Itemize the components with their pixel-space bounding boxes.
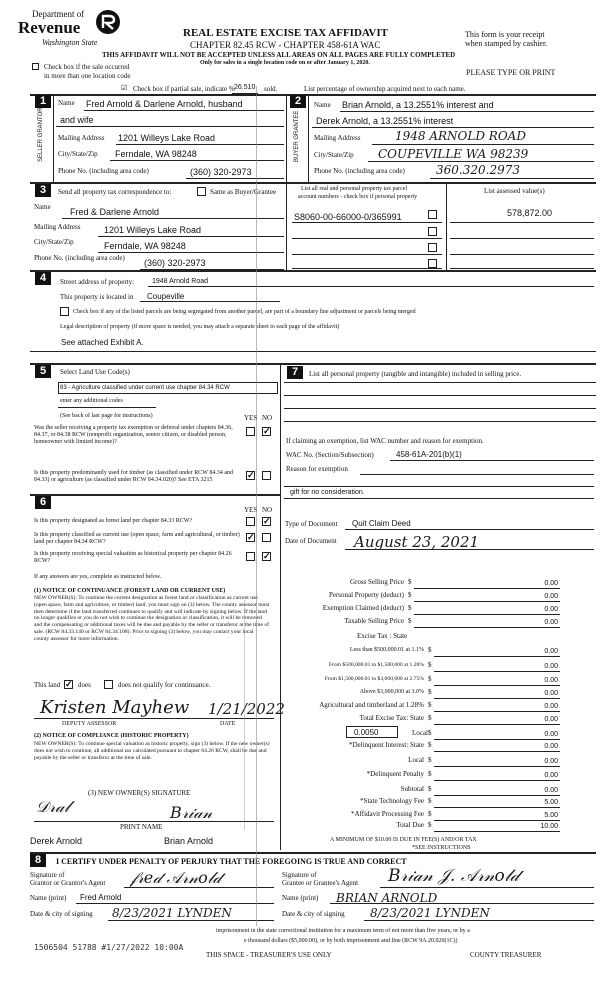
ownership-instruction: List percentage of ownership acquired next to each name. <box>304 85 466 93</box>
grantee-date-city[interactable]: 8/23/2021 LYNDEN <box>370 906 490 920</box>
see-back-label: (See back of last page for instructions) <box>60 413 153 419</box>
sec5-yes-header: YES <box>244 414 258 422</box>
warning-text: THIS AFFIDAVIT WILL NOT BE ACCEPTED UNLESS ALL AREAS ON ALL PAGES ARE FULLY COMPLETED <box>102 51 456 59</box>
land-does-label: does <box>78 681 91 689</box>
same-as-buyer-label: Same as Buyer/Grantee <box>210 188 277 196</box>
send-correspondence-label: Send all property tax correspondence to: <box>58 188 172 196</box>
owner-print-name-1[interactable]: Derek Arnold <box>30 836 83 846</box>
section-6-number: 6 <box>35 496 51 509</box>
land-use-label: Select Land Use Code(s) <box>60 368 130 376</box>
section-8-number: 8 <box>30 854 46 867</box>
street-address-label: Street address of property: <box>60 278 135 286</box>
state-label: Washington State <box>42 38 98 47</box>
land-does-not-checkbox[interactable] <box>104 680 113 689</box>
certify-statement: I CERTIFY UNDER PENALTY OF PERJURY THAT THE FOREGOING IS TRUE AND CORRECT <box>56 857 407 866</box>
revenue-logo-icon <box>94 8 122 36</box>
sec3-city-label: City/State/Zip <box>34 238 74 246</box>
sec3-city[interactable]: Ferndale, WA 98248 <box>104 241 186 251</box>
sec3-name[interactable]: Fred & Darlene Arnold <box>70 207 160 217</box>
rate-2-dollar-sign: $ <box>428 661 432 669</box>
owner-signature-2[interactable]: 𝐵𝓇𝒾𝒶𝓃 <box>170 803 213 822</box>
assessed-value-header: List assessed value(s) <box>484 187 545 195</box>
grantor-signature[interactable]: 𝒻𝓇𝑒𝒹 𝒜𝓇𝓃𝑜𝓁𝒹 <box>130 868 222 887</box>
subtotal-label: Subtotal <box>400 785 424 793</box>
personal-property-deduct-value[interactable]: 0.00 <box>544 593 558 600</box>
taxable-selling-price-label: Taxable Selling Price <box>344 617 404 625</box>
land-does-not-label: does not qualify for continuance. <box>118 681 211 689</box>
grantee-signature-label-2: Grantee or Grantee's Agent <box>282 879 359 887</box>
rate-1-dollar-sign: $ <box>428 646 432 654</box>
subtotal-value[interactable]: 0.00 <box>544 787 558 794</box>
form-title: REAL ESTATE EXCISE TAX AFFIDAVIT <box>183 27 388 39</box>
rate-2-value[interactable]: 0.00 <box>544 663 558 670</box>
perjury-text-2: e thousand dollars ($5,000.00), or by both imprisonment and fine (RCW 9A.20.020(1C)) <box>244 938 458 944</box>
assessor-date[interactable]: 1/21/2022 <box>208 700 285 718</box>
rate-4-value[interactable]: 0.00 <box>544 690 558 697</box>
sec6-question-3: Is this property receiving special valuation as historical property per chapter 84.26 RCW? <box>34 551 232 564</box>
buyer-name-line-2[interactable]: Derek Arnold, a 13.2551% interest <box>316 116 454 126</box>
sec6-q2-no-checkbox[interactable] <box>262 533 271 542</box>
seller-grantor-side-label: SELLER GRANTOR <box>38 107 44 162</box>
notice-2-body: NEW OWNER(S): To continue special valuation as historic property, sign (3) below. If the new owner(s) does not wish to continue, all additional tax calculated pursuant to chapter 84.26 RCW, shall be due and payable by the seller or transferor at the time of sale. <box>34 741 270 761</box>
gross-selling-price-label: Gross Selling Price <box>349 578 404 586</box>
land-use-value[interactable]: 83 - Agriculture classified under current use chapter 84.34 RCW <box>60 385 230 391</box>
wac-value[interactable]: 458-61A-201(b)(1) <box>396 450 462 459</box>
local-dollar-sign: $ <box>428 729 432 737</box>
buyer-mailing-address[interactable]: 1948 ARNOLD ROAD <box>395 129 526 143</box>
rate-3-dollar-sign: $ <box>428 675 432 683</box>
revenue-logo-text: Revenue <box>18 18 81 37</box>
personal-property-checkbox-4[interactable] <box>428 259 437 268</box>
notice-1-title: (1) NOTICE OF CONTINUANCE (FOREST LAND OR CURRENT USE) <box>34 588 226 594</box>
partial-sale-checkbox[interactable]: ☑ <box>121 85 128 92</box>
total-excise-state-value[interactable]: 0.00 <box>544 716 558 723</box>
sec3-mailing-label: Mailing Address <box>34 223 81 231</box>
parcel-number[interactable]: S8060-00-66000-0/365991 <box>294 212 402 222</box>
gross-selling-price-value[interactable]: 0.00 <box>544 580 558 587</box>
rate-3-value[interactable]: 0.00 <box>544 677 558 684</box>
agricultural-dollar-sign: $ <box>428 701 432 709</box>
multi-location-label-2: in more than one location code <box>44 72 131 80</box>
same-as-buyer-checkbox[interactable] <box>197 187 206 196</box>
personal-property-checkbox-2[interactable] <box>428 227 437 236</box>
seller-name-label: Name <box>58 99 75 107</box>
buyer-phone[interactable]: 360.320.2973 <box>436 163 520 177</box>
partial-sale-percent[interactable]: 26.510 <box>234 84 256 91</box>
exemption-dollar-sign: $ <box>408 604 412 612</box>
sec6-q2-yes-mark: ✓ <box>247 532 255 542</box>
document-type-value[interactable]: Quit Claim Deed <box>352 519 411 528</box>
assessor-date-label: DATE <box>220 721 236 727</box>
local-value[interactable]: 0.00 <box>544 731 558 738</box>
personal-property-checkbox-3[interactable] <box>428 243 437 252</box>
sec5-q2-yes-mark: ✓ <box>247 470 255 480</box>
notice-1-body: NEW OWNER(S): To continue the current designation as forest land or classification as current use (open space, farm and agriculture, or timber) land, you must sign on (3) below. The county assessor must then determine if the land transferred continues to qualify and will indicate by signing below. If the land no longer qualifies or you do not wish to continue the designation or classification, it will be removed and the compensating or additional taxes will be due and payable by the seller or transferor at the time of sale. (RCW 84.33.140 or RCW 84.34.108). Prior to signing (3) below, you may contact your local county assessor for more information. <box>34 595 270 642</box>
delinquent-local-value[interactable]: 0.00 <box>544 758 558 765</box>
document-date-label: Date of Document <box>285 537 337 545</box>
sec6-q3-no-mark: ✓ <box>263 551 271 561</box>
section-1-number: 1 <box>35 95 51 108</box>
rate-1-value[interactable]: 0.00 <box>544 648 558 655</box>
grantee-name-print[interactable]: BRIAN ARNOLD <box>336 891 438 905</box>
form-chapter: CHAPTER 82.45 RCW - CHAPTER 458-61A WAC <box>190 40 381 50</box>
recording-stamp: 1506504 51788 #1/27/2022 10:00A <box>34 943 184 952</box>
personal-property-checkbox-1[interactable] <box>428 210 437 219</box>
delinquent-local-label: Local <box>408 756 424 764</box>
reason-value[interactable]: gift for no consideration. <box>290 489 365 496</box>
only-for-text: Only for sales in a single location code on or after January 1, 2020. <box>200 60 370 66</box>
sec6-q1-no-mark: ✓ <box>263 516 271 526</box>
perjury-text-1: imprisonment in the state correctional institution for a maximum term of not more than five years, or by a <box>216 928 470 934</box>
exemption-claimed-value[interactable]: 0.00 <box>544 606 558 613</box>
section-2-number: 2 <box>290 95 306 108</box>
grantee-name-print-label: Name (print) <box>282 894 319 902</box>
sec5-q1-yes-checkbox[interactable] <box>246 427 255 436</box>
seller-city-label: City/State/Zip <box>58 150 98 158</box>
seller-phone-label: Phone No. (including area code) <box>58 167 149 175</box>
receipt-text-1: This form is your receipt <box>465 30 545 39</box>
if-yes-instruction: If any answers are yes, complete as instructed below. <box>34 574 162 580</box>
buyer-grantee-side-label: BUYER GRANTEE <box>294 110 300 162</box>
sec6-q1-yes-checkbox[interactable] <box>246 517 255 526</box>
legal-description-label: Legal description of property (if more space is needed, you may attach a separate sheet to each page of the affidavit) <box>60 324 340 330</box>
total-due-value[interactable]: 10.00 <box>540 823 558 830</box>
affidavit-processing-fee-label: *Affidavit Processing Fee <box>351 810 424 818</box>
document-date-value[interactable]: August 23, 2021 <box>354 533 480 551</box>
agricultural-label: Agricultural and timberland at 1.28% <box>319 701 424 709</box>
parcel-list-header-1: List all real and personal property tax parcel <box>301 186 408 192</box>
grantor-signature-label-1: Signature of <box>30 871 65 879</box>
grantor-date-city-label: Date & city of signing <box>30 910 93 918</box>
deputy-assessor-label: DEPUTY ASSESSOR <box>62 721 117 727</box>
additional-codes-label: enter any additional codes <box>60 398 123 404</box>
state-technology-fee-value[interactable]: 5.00 <box>544 799 558 806</box>
reason-label: Reason for exemption <box>286 465 348 473</box>
sec3-mailing[interactable]: 1201 Willeys Lake Road <box>104 225 202 235</box>
legal-description-value[interactable]: See attached Exhibit A. <box>61 338 144 347</box>
owner-print-name-2[interactable]: Brian Arnold <box>164 836 214 846</box>
taxable-selling-price-value[interactable]: 0.00 <box>544 619 558 626</box>
gross-dollar-sign: $ <box>408 578 412 586</box>
processing-dollar-sign: $ <box>428 810 432 818</box>
personal-property-title: List all personal property (tangible and intangible) included in selling price. <box>309 370 522 378</box>
sec5-no-header: NO <box>262 414 273 422</box>
grantee-signature[interactable]: 𝐵𝓇𝒾𝒶𝓃 𝒥. 𝒜𝓇𝓃𝑜𝓁𝒹 <box>388 866 519 886</box>
section-4-number: 4 <box>35 272 51 285</box>
buyer-name-line-1[interactable]: Brian Arnold, a 13.2551% interest and <box>342 100 494 110</box>
local-rate-value[interactable]: 0.0050 <box>354 728 379 737</box>
assessor-signature[interactable]: Kristen Mayhew <box>40 697 190 718</box>
personal-property-deduct-label: Personal Property (deduct) <box>328 591 404 599</box>
claim-exemption-label: If claiming an exemption, list WAC number and reason for exemption. <box>286 437 484 445</box>
state-technology-fee-label: *State Technology Fee <box>360 797 424 805</box>
agricultural-value[interactable]: 0.00 <box>544 703 558 710</box>
parcel-list-header-2: account numbers - check box if personal property <box>298 194 418 200</box>
buyer-name-label: Name <box>314 101 331 109</box>
sec6-no-header: NO <box>262 506 273 514</box>
buyer-mailing-label: Mailing Address <box>314 134 361 142</box>
dept-label: Department of <box>32 9 85 19</box>
affidavit-processing-fee-value[interactable]: 5.00 <box>544 812 558 819</box>
assessed-value[interactable]: 578,872.00 <box>506 208 552 218</box>
subtotal-dollar-sign: $ <box>428 785 432 793</box>
delinq-local-dollar-sign: $ <box>428 756 432 764</box>
sec6-q3-yes-checkbox[interactable] <box>246 552 255 561</box>
rate-4-dollar-sign: $ <box>428 688 432 696</box>
new-owner-signature-label: (3) NEW OWNER(S) SIGNATURE <box>88 789 191 797</box>
wac-label: WAC No. (Section/Subsection) <box>286 451 374 459</box>
buyer-phone-label: Phone No. (including area code) <box>314 167 405 175</box>
print-name-label: PRINT NAME <box>120 823 163 831</box>
delinq-state-dollar-sign: $ <box>428 741 432 749</box>
total-state-dollar-sign: $ <box>428 714 432 722</box>
seller-city[interactable]: Ferndale, WA 98248 <box>115 149 197 159</box>
sec6-yes-header: YES <box>244 506 258 514</box>
excise-tax-state-label: Excise Tax : State <box>357 632 408 640</box>
delinquent-penalty-label: *Delinquent Penalty <box>366 770 424 778</box>
rate-3-label: From $1,500,000.01 to $3,000,000 at 2.75% <box>324 676 424 682</box>
treasurer-use-label: THIS SPACE - TREASURER'S USE ONLY <box>206 951 332 959</box>
rate-2-label: From $500,000.01 to $1,500,000 at 1.28% <box>328 662 424 668</box>
sec6-question-2: Is this property classified as current use (open space, farm and agricultural, or timber) land per chapter 84.34 RCW? <box>34 532 240 545</box>
minimum-due-note: A MINIMUM OF $10.00 IS DUE IN FEE(S) AND/OR TAX <box>330 837 477 843</box>
sec3-name-label: Name <box>34 203 51 211</box>
local-label: Local <box>412 729 428 737</box>
sec3-phone-label: Phone No. (including area code) <box>34 254 125 262</box>
sec5-question-2: Is this property predominantly used for timber (as classified under RCW 84.34 and 84.33) or agriculture (as classified under RCW 84.34.020)? See ETA 3215 <box>34 470 234 483</box>
sec5-q1-no-mark: ✓ <box>263 426 271 436</box>
document-type-label: Type of Document <box>285 520 338 528</box>
grantor-date-city[interactable]: 8/23/2021 LYNDEN <box>112 906 232 920</box>
delinquent-interest-state-value[interactable]: 0.00 <box>544 743 558 750</box>
owner-signature-1[interactable]: 𝒟𝓇𝒶𝓁 <box>36 797 70 816</box>
multi-location-label-1: Check box if the sale occurred <box>44 63 130 71</box>
receipt-text-2: when stamped by cashier. <box>465 39 548 48</box>
personal-dollar-sign: $ <box>408 591 412 599</box>
located-in-value[interactable]: Coupeville <box>147 292 185 301</box>
seller-mailing-address[interactable]: 1201 Willeys Lake Road <box>118 133 216 143</box>
taxable-dollar-sign: $ <box>408 617 412 625</box>
sec6-question-1: Is this property designated as forest land per chapter 84.33 RCW? <box>34 518 193 524</box>
see-instructions-note: *SEE INSTRUCTIONS <box>412 845 471 851</box>
seller-name-line-1[interactable]: Fred Arnold & Darlene Arnold, husband <box>86 99 243 109</box>
land-does-mark: ✓ <box>65 679 73 689</box>
notice-2-title: (2) NOTICE OF COMPLIANCE (HISTORIC PROPERTY) <box>34 733 189 739</box>
grantee-signature-label-1: Signature of <box>282 871 317 879</box>
partial-sold-label: sold. <box>264 85 278 93</box>
rate-1-label: Less than $500,000.01 at 1.1% <box>349 647 424 653</box>
total-excise-state-label: Total Excise Tax: State <box>359 714 424 722</box>
segregated-checkbox[interactable] <box>60 307 69 316</box>
section-5-number: 5 <box>35 365 51 378</box>
rate-4-label: Above $3,000,000 at 3.0% <box>359 689 424 695</box>
delinq-pen-dollar-sign: $ <box>428 770 432 778</box>
street-address[interactable]: 1948 Arnold Road <box>152 278 209 285</box>
buyer-city-label: City/State/Zip <box>314 151 354 159</box>
total-due-label: Total Due <box>396 821 424 829</box>
segregated-label: Check box if any of the listed parcels are being segregated from another parcel, are part of a boundary line adjustment or parcels being merged <box>73 309 416 315</box>
located-in-label: This property is located in <box>60 293 134 301</box>
delinquent-penalty-value[interactable]: 0.00 <box>544 772 558 779</box>
sec5-question-1: Was the seller receiving a property tax exemption or deferral under chapters 84.36, 84.37, or 84.38 RCW (nonprofit organization, senior citizen, or disabled person, homeowner with limited income)? <box>34 425 233 445</box>
sec5-q2-no-checkbox[interactable] <box>262 471 271 480</box>
seller-mailing-label: Mailing Address <box>58 134 105 142</box>
print-type-label: PLEASE TYPE OR PRINT <box>466 68 556 77</box>
grantor-signature-label-2: Grantor or Grantor's Agent <box>30 879 106 887</box>
multi-location-checkbox[interactable] <box>32 63 39 70</box>
delinquent-interest-state-label: *Delinquent Interest: State <box>348 741 424 749</box>
grantor-name-print[interactable]: Fred Arnold <box>80 893 122 902</box>
seller-phone[interactable]: (360) 320-2973 <box>190 167 252 177</box>
section-7-number: 7 <box>287 366 303 379</box>
seller-name-line-2[interactable]: and wife <box>60 115 94 125</box>
grantor-name-print-label: Name (print) <box>30 894 67 902</box>
county-treasurer-label: COUNTY TREASURER <box>470 951 542 959</box>
partial-sale-label: Check box if partial sale, indicate % <box>133 85 235 93</box>
exemption-claimed-label: Exemption Claimed (deduct) <box>322 604 404 612</box>
sec3-phone[interactable]: (360) 320-2973 <box>144 258 206 268</box>
total-due-dollar-sign: $ <box>428 821 432 829</box>
this-land-label: This land <box>34 681 61 689</box>
buyer-city[interactable]: COUPEVILLE WA 98239 <box>378 147 529 161</box>
tech-dollar-sign: $ <box>428 797 432 805</box>
section-3-number: 3 <box>35 184 51 197</box>
grantee-date-city-label: Date & city of signing <box>282 910 345 918</box>
